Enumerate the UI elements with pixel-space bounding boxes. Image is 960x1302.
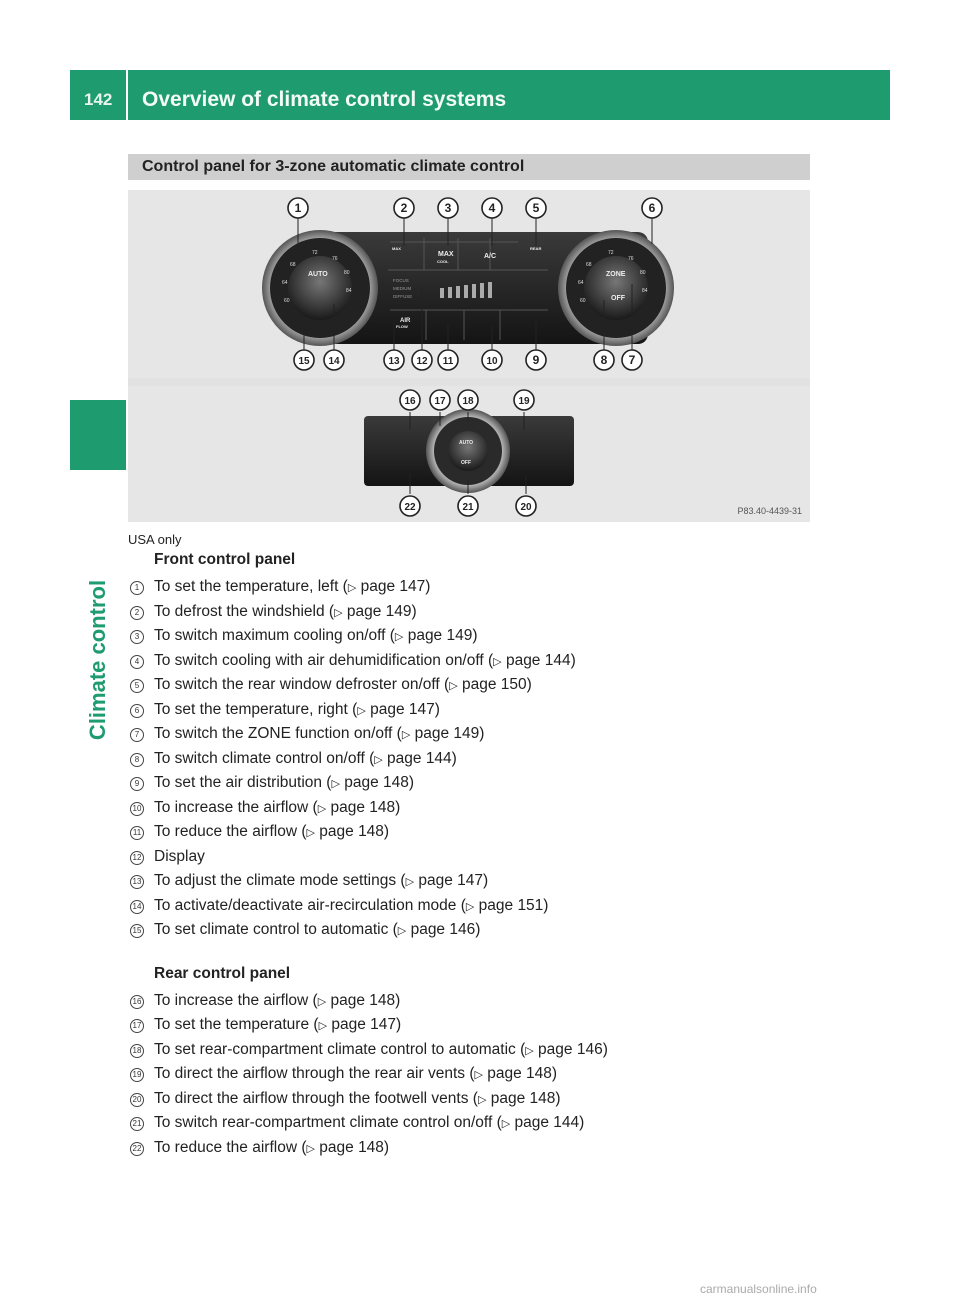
front-list-item [128,894,828,919]
rear-callout-22 [400,496,420,516]
front-list-item [128,845,828,870]
item-description: To set the temperature ( [154,1016,319,1033]
page-ref-arrow-icon: ▷ [501,1118,511,1130]
item-description: To set rear-compartment climate control to automatic ( [154,1040,526,1058]
callout-number: 6 [648,201,656,215]
ac-button-label: A/C [484,253,497,260]
front-callout-13 [384,350,404,370]
item-description: To increase the airflow ( [154,798,318,816]
page-reference[interactable]: page 148) [314,1138,390,1156]
page-ref-arrow-icon: ▷ [318,1020,328,1032]
front-callout-15 [294,350,314,370]
item-description: To switch climate control on/off ( [154,749,375,767]
page-ref-arrow-icon: ▷ [493,655,502,668]
control-panel-illustration [128,190,810,522]
item-number-badge: 8 [130,753,144,767]
focus-mode-label: FOCUS [393,278,409,283]
page-ref-arrow-icon: ▷ [525,1044,534,1057]
right-dial-tick: 60 [580,298,586,304]
callout-number: 7 [628,353,636,367]
callout-number: 4 [488,201,496,215]
right-dial-tick: 72 [608,250,614,256]
page-ref-arrow-icon: ▷ [474,1069,483,1081]
front-panel-list [128,575,828,943]
item-number-badge: 1 [130,581,144,595]
rear-list-item [128,989,828,1014]
callout-number: 14 [328,356,340,367]
right-dial-tick: 80 [640,270,646,276]
section-title: Control panel for 3-zone automatic climate control [142,158,525,175]
callout-number: 18 [462,396,474,407]
item-description: To defrost the windshield ( [154,602,335,620]
item-number-badge: 19 [130,1068,144,1082]
item-number-badge: 13 [130,875,144,889]
page-ref-arrow-icon: ▷ [317,802,327,815]
callout-number: 21 [462,502,474,513]
front-list-item [128,796,828,821]
item-description: To set the air distribution ( [154,774,332,791]
left-dial-tick: 76 [332,256,338,262]
figure-code: P83.40-4439-31 [737,506,802,516]
callout-number: 15 [298,356,310,367]
front-list-item [128,918,828,943]
front-callout-6 [642,198,662,218]
item-number-badge: 10 [130,802,144,816]
page-ref-arrow-icon: ▷ [401,729,411,741]
callout-number: 3 [444,201,452,215]
item-description: To switch rear-compartment climate control on/off ( [154,1114,502,1131]
page-reference[interactable]: page 148) [314,823,390,840]
front-panel-heading: Front control panel [154,551,296,568]
max-cool-button-label: MAX [438,251,454,258]
item-description: To set climate control to automatic ( [154,921,398,938]
item-number-badge: 17 [130,1019,144,1033]
item-description: To direct the airflow through the footwell vents ( [154,1089,478,1107]
front-callout-10 [482,350,502,370]
page-ref-arrow-icon: ▷ [317,995,327,1008]
page-reference[interactable]: page 147) [356,578,431,595]
left-dial-tick: 60 [284,298,290,304]
front-list-item [128,771,828,796]
callout-number: 13 [388,356,400,367]
front-callout-2 [394,198,414,218]
page-ref-arrow-icon: ▷ [306,1142,315,1155]
page-ref-arrow-icon: ▷ [334,606,343,619]
page-ref-arrow-icon: ▷ [394,631,404,643]
section-heading-bar [128,154,810,180]
off-button-label: OFF [611,295,625,302]
front-list-item [128,649,828,674]
callout-number: 22 [404,502,416,513]
defrost-max-label: MAX [392,246,401,251]
front-list-item [128,575,828,600]
page-reference[interactable]: page 149) [403,627,478,644]
chapter-marker [70,400,126,470]
watermark: carmanualsonline.info [700,1282,817,1296]
left-temperature-knob [288,256,352,320]
page-reference[interactable]: page 148) [326,798,401,816]
item-number-badge: 5 [130,679,144,693]
page-reference[interactable]: page 144) [501,651,576,669]
front-list-item [128,869,828,894]
air-flow-button-label: AIR [400,318,411,324]
left-dial-tick: 84 [346,288,352,294]
front-list-item [128,698,828,723]
front-callout-7 [622,350,642,370]
item-description: To switch the rear window defroster on/off ( [154,676,450,693]
front-callout-14 [324,350,344,370]
item-number-badge: 15 [130,924,144,938]
rear-callout-21 [458,496,478,516]
page-ref-arrow-icon: ▷ [405,876,415,888]
rear-callout-19 [514,390,534,410]
front-callout-8 [594,350,614,370]
page-reference[interactable]: page 149) [410,725,485,742]
item-description: To activate/deactivate air-recirculation mode ( [154,896,466,914]
callout-number: 16 [404,396,416,407]
legend-text [128,532,828,1160]
item-description: Display [154,847,205,865]
rear-list-item [128,1013,828,1038]
page-ref-arrow-icon: ▷ [331,778,340,790]
item-number-badge: 9 [130,777,144,791]
page-reference[interactable]: page 144) [382,749,457,767]
page-reference[interactable]: page 150) [457,676,532,693]
page-reference[interactable]: page 147) [327,1016,402,1033]
page-reference[interactable]: page 149) [342,602,417,620]
page-ref-arrow-icon: ▷ [306,827,315,839]
item-number-badge: 20 [130,1093,144,1107]
callout-number: 12 [416,356,428,367]
item-description: To switch maximum cooling on/off ( [154,627,395,644]
page-reference[interactable]: page 147) [365,700,440,718]
front-list-item [128,722,828,747]
page-title: Overview of climate control systems [142,88,507,111]
front-callout-4 [482,198,502,218]
rear-panel-heading: Rear control panel [154,964,291,982]
rear-list-item [128,1038,828,1063]
page-reference[interactable]: page 146) [406,921,481,938]
left-dial-tick: 80 [344,270,350,276]
front-callout-1 [288,198,308,218]
page-reference[interactable]: page 146) [533,1040,608,1058]
item-number-badge: 21 [130,1117,144,1131]
front-list-item [128,624,828,649]
page-ref-arrow-icon: ▷ [357,704,366,717]
front-callout-3 [438,198,458,218]
page-ref-arrow-icon: ▷ [477,1093,487,1106]
zone-button-label: ZONE [606,271,626,278]
item-number-badge: 14 [130,900,144,914]
item-description: To direct the airflow through the rear air vents ( [154,1065,475,1082]
front-list-item [128,820,828,845]
flow-sub-label: FLOW [396,324,408,329]
page-reference[interactable]: page 151) [474,896,549,914]
left-dial-tick: 72 [312,250,318,256]
rear-callout-20 [516,496,536,516]
item-number-badge: 4 [130,655,144,669]
chapter-label: Climate control [85,579,110,741]
item-description: To increase the airflow ( [154,991,318,1009]
item-number-badge: 7 [130,728,144,742]
front-callout-9 [526,350,546,370]
item-number-badge: 18 [130,1044,144,1058]
rear-defrost-label: REAR [530,246,542,251]
page-ref-arrow-icon: ▷ [397,925,407,937]
front-callout-11 [438,350,458,370]
item-number-badge: 11 [130,826,144,840]
rear-callout-18 [458,390,478,410]
front-list-item [128,747,828,772]
page-number: 142 [84,90,113,109]
item-number-badge: 16 [130,995,144,1009]
item-number-badge: 2 [130,606,144,620]
front-callout-5 [526,198,546,218]
item-description: To switch cooling with air dehumidification on/off ( [154,651,494,669]
front-callout-12 [412,350,432,370]
callout-number: 17 [434,396,446,407]
page-ref-arrow-icon: ▷ [347,582,357,594]
callout-number: 2 [400,201,408,215]
page-ref-arrow-icon: ▷ [449,680,458,692]
page-ref-arrow-icon: ▷ [465,900,475,913]
page-reference[interactable]: page 144) [510,1114,585,1131]
right-dial-tick: 84 [642,288,648,294]
rear-callout-17 [430,390,450,410]
right-dial-tick: 68 [586,262,592,268]
callout-number: 10 [486,356,498,367]
left-dial-tick: 64 [282,280,288,286]
auto-button-label: AUTO [308,271,328,278]
control-panel-figure [128,190,810,522]
rear-panel-list [128,989,828,1161]
rear-list-item [128,1087,828,1112]
rear-auto-label: AUTO [459,440,474,446]
medium-mode-label: MEDIUM [393,286,412,291]
item-description: To switch the ZONE function on/off ( [154,725,402,742]
cool-sub-label: COOL [437,259,449,264]
region-note: USA only [128,532,182,547]
page-reference[interactable]: page 147) [414,872,489,889]
item-description: To set the temperature, right ( [154,700,358,718]
item-description: To reduce the airflow ( [154,823,307,840]
front-list-item [128,673,828,698]
left-dial-tick: 68 [290,262,296,268]
page-reference[interactable]: page 148) [339,774,415,791]
callout-number: 11 [442,356,454,367]
page-ref-arrow-icon: ▷ [374,753,383,766]
item-description: To adjust the climate mode settings ( [154,872,406,889]
item-description: To reduce the airflow ( [154,1138,307,1156]
callout-number: 19 [518,396,530,407]
item-number-badge: 6 [130,704,144,718]
item-description: To set the temperature, left ( [154,578,348,595]
right-dial-tick: 64 [578,280,584,286]
right-dial-tick: 76 [628,256,634,262]
header-divider [126,70,128,120]
item-number-badge: 3 [130,630,144,644]
rear-list-item [128,1111,828,1136]
callout-number: 5 [532,201,540,215]
item-number-badge: 22 [130,1142,144,1156]
rear-callout-16 [400,390,420,410]
front-list-item [128,600,828,625]
item-number-badge: 12 [130,851,144,865]
callout-number: 8 [600,353,608,367]
page-header [70,70,890,120]
page-reference[interactable]: page 148) [326,991,401,1009]
page-reference[interactable]: page 148) [482,1065,558,1082]
right-temperature-knob [584,256,648,320]
callout-number: 20 [520,502,532,513]
rear-list-item [128,1062,828,1087]
page-reference[interactable]: page 148) [486,1089,561,1107]
diffuse-mode-label: DIFFUSE [393,294,413,299]
rear-off-label: OFF [461,460,471,466]
callout-number: 1 [294,201,302,215]
rear-list-item [128,1136,828,1161]
callout-number: 9 [532,353,540,367]
